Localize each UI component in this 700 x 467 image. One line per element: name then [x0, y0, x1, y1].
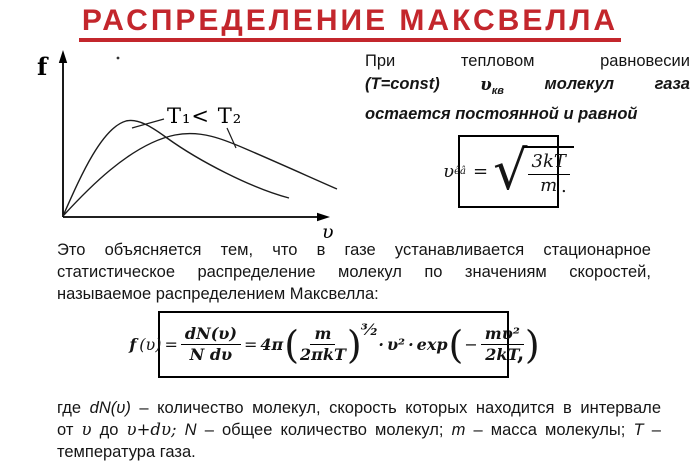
- word: тем,: [220, 241, 254, 259]
- cdot: ·: [378, 335, 384, 354]
- fraction-denominator: 2πkT: [300, 345, 346, 364]
- word: масса: [490, 421, 537, 439]
- word: тепловом: [460, 52, 535, 70]
- word: общее: [222, 421, 273, 439]
- curve-t2: [63, 134, 337, 216]
- f-argument: (υ): [139, 335, 162, 354]
- word: молекул: [544, 75, 615, 93]
- equals-sign: =: [243, 335, 258, 354]
- word: равновесии: [600, 52, 690, 70]
- word: в: [316, 241, 326, 259]
- word: которых: [405, 399, 468, 417]
- word: статистическое: [57, 263, 176, 281]
- minus-sign: −: [464, 335, 478, 354]
- upsilon-symbol: υ: [480, 75, 492, 94]
- word: молекул;: [375, 421, 444, 439]
- formula2-comma: ,: [517, 340, 525, 365]
- word: υ+dυ;: [126, 420, 177, 439]
- word: распределение: [197, 263, 316, 281]
- word: в: [563, 399, 572, 417]
- fraction-numerator: m: [310, 325, 335, 345]
- intro-paragraph: [365, 50, 690, 126]
- word: скорость: [329, 399, 397, 417]
- word: –: [204, 421, 214, 439]
- footer-line-1: [57, 397, 661, 419]
- x-axis-arrow-icon: [317, 213, 330, 221]
- intro-line-3: остается постоянной и равной: [365, 105, 638, 123]
- word: –: [473, 421, 483, 439]
- footer-line-3: температура газа.: [57, 443, 196, 461]
- word: устанавливается: [394, 241, 525, 259]
- y-axis-arrow-icon: [59, 50, 67, 63]
- rms-speed-formula-box: [443, 135, 566, 208]
- word: что: [272, 241, 298, 259]
- page-title: РАСПРЕДЕЛЕНИЕ МАКСВЕЛЛА: [79, 5, 621, 42]
- word: При: [365, 52, 396, 70]
- x-axis-label: υ: [322, 221, 334, 243]
- exp-function: exp: [416, 335, 448, 354]
- exponent-three-halves: ³⁄₂: [360, 320, 378, 339]
- upsilon-symbol: υ: [443, 161, 455, 182]
- word: газа: [654, 75, 690, 93]
- word: –: [139, 399, 149, 417]
- word: находится: [475, 399, 555, 417]
- word: молекул,: [252, 399, 321, 417]
- stray-dot: [117, 57, 120, 60]
- word: dN(υ): [89, 399, 131, 417]
- word: молекул: [338, 263, 402, 281]
- v-kv-term: [480, 73, 504, 103]
- fraction-numerator: 3kT: [528, 152, 570, 175]
- kv-subscript: кв: [491, 85, 504, 97]
- word: количество: [280, 421, 367, 439]
- word: m: [451, 421, 466, 439]
- leader-line-t2: [227, 128, 236, 148]
- main-line-2: [57, 261, 651, 283]
- word: Это: [57, 241, 86, 259]
- fraction-denominator: m: [540, 175, 558, 196]
- footer-line-2: [57, 419, 661, 441]
- fraction-denominator: 2kT: [485, 345, 520, 364]
- formula1-period: .: [561, 176, 567, 197]
- leader-line-t1: [132, 119, 164, 128]
- cdot: ·: [408, 335, 414, 354]
- fraction-numerator: mυ²: [481, 325, 524, 345]
- word: T: [633, 421, 644, 439]
- word: где: [57, 399, 82, 417]
- curves-label: T₁< T₂: [167, 104, 243, 128]
- y-axis-label: f: [37, 52, 48, 81]
- equals-sign: =: [472, 161, 489, 182]
- maxwell-formula-box: f (υ) = $\frac{dN(\upsilon)}{\text{N dυ}}$ = 4π ( $\frac{m}{\text{2πkT}}$ ) ³⁄₂ · υ² · exp ( − $\frac{\text{mυ²}}{2kT}$ ): [158, 311, 509, 378]
- v-squared: υ²: [386, 335, 406, 354]
- title-bar: [0, 5, 700, 42]
- fraction-denominator: N dυ: [189, 345, 233, 364]
- word: скоростей,: [569, 263, 651, 281]
- f-symbol: f: [129, 335, 137, 354]
- word: (T=const): [365, 75, 440, 93]
- word: молекулы;: [545, 421, 626, 439]
- word: υ: [81, 420, 92, 439]
- word: значениям: [464, 263, 547, 281]
- formula1-subscript: êâ: [454, 166, 466, 177]
- word: от: [57, 421, 74, 439]
- fraction-dn: [181, 325, 241, 365]
- equals-sign: =: [164, 335, 178, 354]
- main-paragraph: [57, 239, 651, 305]
- word: объясняется: [104, 241, 202, 259]
- intro-line-1: [365, 50, 690, 73]
- footer-paragraph: [57, 397, 661, 463]
- main-line-3: называемое распределением Максвелла:: [57, 285, 379, 303]
- word: стационарное: [543, 241, 651, 259]
- coefficient: 4π: [260, 335, 284, 354]
- word: газе: [344, 241, 376, 259]
- word: количество: [157, 399, 244, 417]
- fraction-numerator: dN(υ): [181, 325, 241, 345]
- word: до: [99, 421, 119, 439]
- fraction-m-2pikt: [300, 325, 346, 365]
- word: по: [424, 263, 443, 281]
- radical-sign-icon: √: [493, 139, 528, 203]
- word: –: [651, 421, 661, 439]
- intro-line-2: [365, 73, 690, 103]
- word: интервале: [580, 399, 661, 417]
- maxwell-distribution-graph: [25, 42, 355, 244]
- word: N: [184, 421, 197, 439]
- main-line-1: [57, 239, 651, 261]
